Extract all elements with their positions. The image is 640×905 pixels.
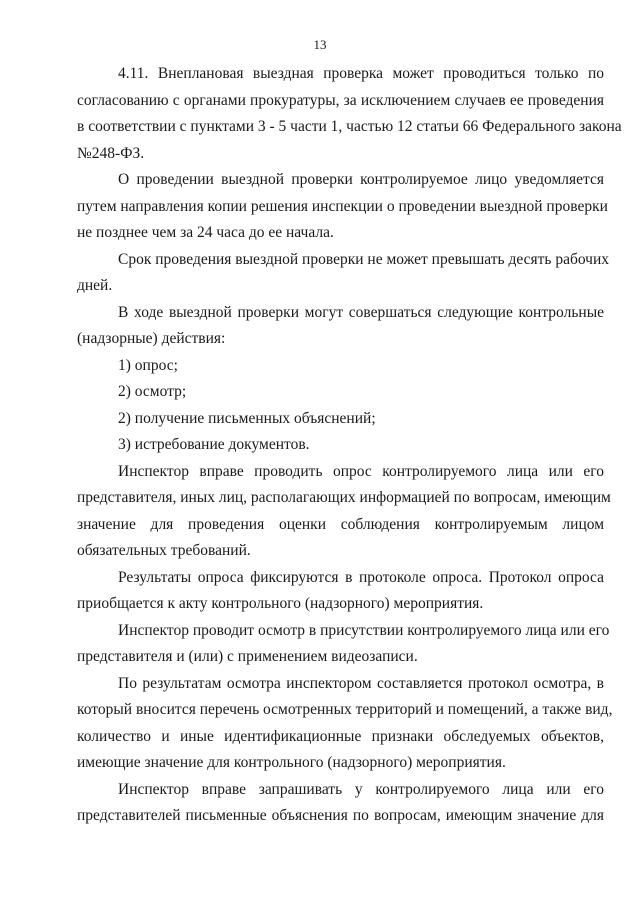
text-line: Срок проведения выездной проверки не может превышать десять рабочих (118, 250, 610, 268)
text-line: Инспектор проводит осмотр в присутствии контролируемого лица или его (118, 621, 610, 639)
text-line: 1) опрос; (118, 356, 178, 374)
text-line: По результатам осмотра инспектором составляется протокол осмотра, в (118, 674, 604, 692)
text-line: (надзорные) действия: (77, 330, 226, 347)
page-number: 13 (313, 37, 327, 52)
text-line: представителя, иных лиц, располагающих информацией по вопросам, имеющим (77, 489, 611, 506)
text-line: 3) истребование документов. (118, 436, 310, 453)
text-line: Результаты опроса фиксируются в протоколе опроса. Протокол опроса (118, 568, 604, 586)
text-line: В ходе выездной проверки могут совершаться следующие контрольные (118, 303, 604, 321)
text-line: №248-ФЗ. (77, 144, 145, 162)
text-line: обязательных требований. (77, 542, 251, 559)
text-line: количество и иные идентификационные признаки обследуемых объектов, (77, 727, 604, 745)
text-line: значение для проведения оценки соблюдения контролируемым лицом (77, 515, 604, 533)
text-line: дней. (77, 277, 113, 294)
text-line: не позднее чем за 24 часа до ее начала. (77, 224, 334, 241)
text-line: согласованию с органами прокуратуры, за исключением случаев ее проведения (77, 91, 604, 109)
text-line: приобщается к акту контрольного (надзорного) мероприятия. (77, 595, 484, 612)
text-line: Инспектор вправе запрашивать у контролируемого лица или его (118, 780, 604, 798)
text-line: представителей письменные объяснения по вопросам, имеющим значение для (77, 807, 604, 824)
text-line: в соответствии с пунктами 3 - 5 части 1, частью 12 статьи 66 Федерального закона (77, 118, 622, 135)
text-line: имеющие значение для контрольного (надзорного) мероприятия. (77, 754, 506, 771)
text-line: который вносится перечень осмотренных территорий и помещений, а также вид, (77, 701, 613, 718)
text-line: путем направления копии решения инспекции о проведении выездной проверки (77, 197, 608, 215)
text-line: представителя и (или) с применением видеозаписи. (77, 648, 418, 665)
text-line: О проведении выездной проверки контролируемое лицо уведомляется (118, 171, 604, 188)
text-line: 4.11. Внеплановая выездная проверка может проводиться только по (118, 65, 604, 82)
text-line: 2) осмотр; (118, 383, 187, 400)
text-line: Инспектор вправе проводить опрос контролируемого лица или его (118, 462, 604, 480)
document-body (77, 61, 622, 830)
text-line: 2) получение письменных объяснений; (118, 409, 376, 427)
